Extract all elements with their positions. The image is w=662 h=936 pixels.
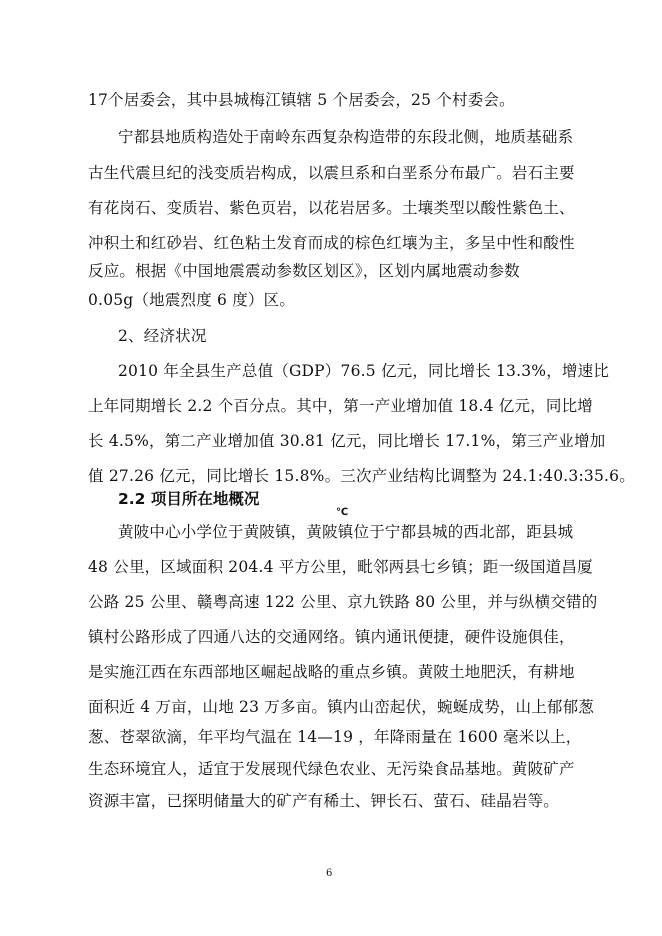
geology-paragraph-line: 冲积土和红砂岩、红色粘土发育而成的棕色红壤为主，多呈中性和酸性	[88, 234, 575, 252]
geology-paragraph-line: 宁都县地质构造处于南岭东西复杂构造带的东段北侧，地质基础系	[118, 128, 574, 146]
geology-paragraph-line: 反应。根据《中国地震震动参数区划区》，区划内属地震动参数	[88, 262, 520, 280]
economy-paragraph-line: 长 4.5%，第二产业增加值 30.81 亿元，同比增长 17.1%，第三产业增加	[88, 432, 606, 450]
section-paragraph-line: 公路 25 公里、赣粤高速 122 公里、京九铁路 80 公里，并与纵横交错的	[88, 593, 598, 611]
section-heading: 2.2 项目所在地概况	[118, 490, 260, 508]
section-paragraph-line: 葱、苍翠欲滴，年平均气温在 14—19 ，年降雨量在 1600 毫米以上，	[88, 728, 582, 746]
economy-paragraph-line: 上年同期增长 2.2 个百分点。其中，第一产业增加值 18.4 亿元，同比增	[88, 397, 593, 415]
economy-paragraph-line: 2010 年全县生产总值（GDP）76.5 亿元，同比增长 13.3%，增速比	[118, 362, 610, 380]
geology-paragraph-line: 0.05g（地震烈度 6 度）区。	[88, 291, 296, 309]
section-paragraph-line: 生态环境宜人，适宜于发展现代绿色农业、无污染食品基地。黄陂矿产	[88, 760, 575, 778]
geology-paragraph-line: 有花岗石、变质岩、紫色页岩，以花岩居多。土壤类型以酸性紫色土、	[88, 199, 575, 217]
page-number: 6	[326, 868, 333, 879]
section-paragraph-line: 48 公里，区域面积 204.4 平方公里，毗邻两县七乡镇；距一级国道昌厦	[88, 558, 593, 576]
section-paragraph-line: 资源丰富，已探明储量大的矿产有稀土、钾长石、萤石、硅晶岩等。	[88, 792, 560, 810]
section-paragraph-line: 镇村公路形成了四通八达的交通网络。镇内通讯便捷，硬件设施俱佳，	[88, 628, 575, 646]
economy-paragraph-line: 值 27.26 亿元，同比增长 15.8%。三次产业结构比调整为 24.1:40.3:35.6。	[88, 467, 635, 485]
economy-heading: 2、经济状况	[118, 327, 207, 345]
paragraph-line: 17个居委会，其中县城梅江镇辖 5 个居委会，25 个村委会。	[88, 91, 515, 109]
degree-symbol: ℃	[336, 507, 349, 518]
section-paragraph-line: 是实施江西在东西部地区崛起战略的重点乡镇。黄陂土地肥沃，有耕地	[88, 663, 575, 681]
section-paragraph-line: 面积近 4 万亩，山地 23 万多亩。镇内山峦起伏，蜿蜒成势，山上郁郁葱	[88, 698, 594, 716]
section-paragraph-line: 黄陂中心小学位于黄陂镇，黄陂镇位于宁都县城的西北部，距县城	[118, 523, 574, 541]
geology-paragraph-line: 古生代震旦纪的浅变质岩构成，以震旦系和白垩系分布最广。岩石主要	[88, 164, 575, 182]
